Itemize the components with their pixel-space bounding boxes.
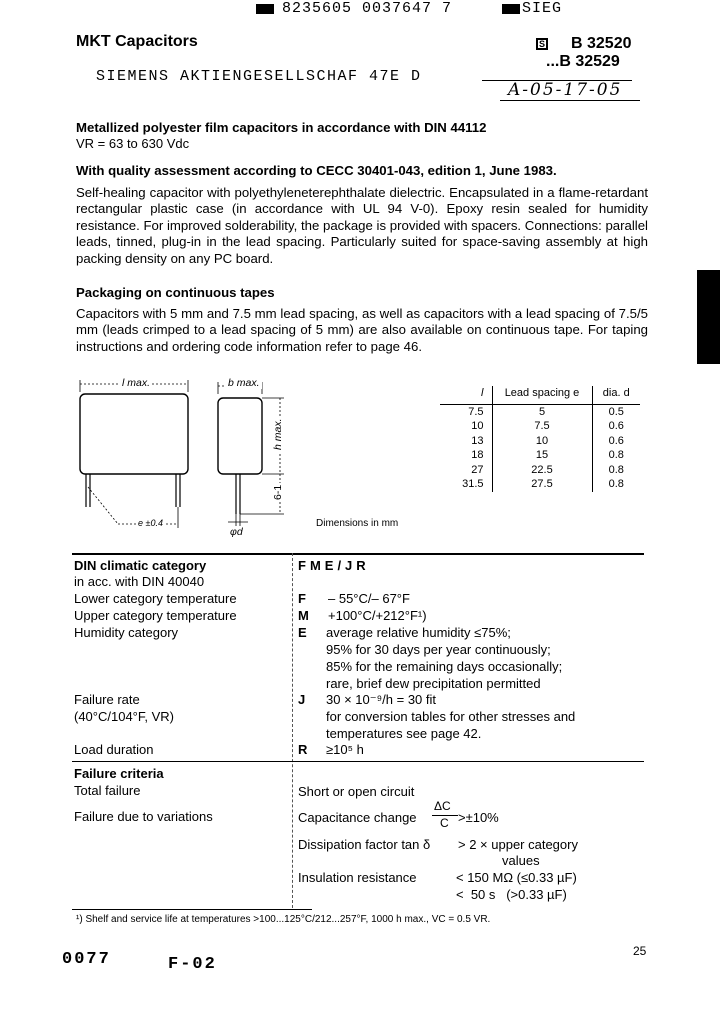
siemens-logo-box: S bbox=[536, 38, 548, 50]
subtitle-1: Metallized polyester film capacitors in accordance with DIN 44112 bbox=[76, 120, 487, 135]
table-row bbox=[440, 404, 640, 419]
cell: 5 bbox=[492, 404, 592, 419]
cell: 10 bbox=[492, 434, 592, 449]
failure-rate-label: Failure rate bbox=[74, 692, 140, 707]
lead-length-label: 6-1 bbox=[272, 484, 284, 500]
cap-frac-num: ΔC bbox=[434, 799, 451, 813]
cell: 7.5 bbox=[492, 419, 592, 434]
packaging-heading: Packaging on continuous tapes bbox=[76, 285, 275, 300]
table-row bbox=[440, 419, 640, 434]
dissipation-value: > 2 × upper category bbox=[458, 837, 578, 852]
upper-temp-code: M bbox=[298, 608, 309, 623]
failure-criteria-rule bbox=[72, 761, 644, 762]
insulation-value-2: < 50 s (>0.33 µF) bbox=[456, 887, 567, 902]
footnote: ¹) Shelf and service life at temperatures >100...125°C/212...257°F, 1000 h max., VC = 0.5 VR. bbox=[76, 914, 491, 925]
capacitor-body-side bbox=[218, 398, 262, 474]
d-label: φd bbox=[230, 526, 243, 538]
capacitor-drawing bbox=[70, 372, 300, 540]
table-row bbox=[440, 434, 640, 449]
humidity-line-2: 95% for 30 days per year continuously; bbox=[326, 642, 551, 657]
spec-table-divider bbox=[292, 553, 293, 908]
upper-temp-label: Upper category temperature bbox=[74, 608, 237, 623]
l-max-label: l max. bbox=[122, 377, 151, 389]
lead-spacing-table bbox=[440, 386, 640, 492]
part-number-2: ...B 32529 bbox=[546, 53, 620, 70]
cell: 27.5 bbox=[492, 477, 592, 492]
page-number: 25 bbox=[633, 944, 647, 958]
cell: 0.5 bbox=[608, 405, 624, 418]
failure-rate-line-2: for conversion tables for other stresses and bbox=[326, 709, 576, 724]
failure-rate-line-1: 30 × 10⁻⁹/h = 30 fit bbox=[326, 692, 437, 707]
cell: 0.8 bbox=[608, 478, 624, 490]
cell: 0.8 bbox=[608, 463, 624, 476]
cell: 27 bbox=[440, 463, 492, 478]
climatic-sub: in acc. with DIN 40040 bbox=[74, 574, 205, 589]
cell: 22.5 bbox=[492, 463, 592, 478]
handwritten-underline bbox=[500, 100, 640, 101]
e-label: e ±0.4 bbox=[138, 518, 163, 528]
siemens-line: SIEMENS AKTIENGESELLSCHAF 47E D bbox=[96, 68, 422, 85]
part-number-1: B 32520 bbox=[571, 35, 632, 52]
lower-temp-value: – 55°C/– 67°F bbox=[328, 591, 410, 606]
insulation-label: Insulation resistance bbox=[298, 870, 417, 885]
lower-temp-code: F bbox=[298, 591, 306, 606]
handwritten-ref: A-05-17-05 bbox=[508, 80, 623, 100]
insulation-value-1: < 150 MΩ (≤0.33 µF) bbox=[456, 870, 577, 885]
b-max-label: b max. bbox=[228, 377, 260, 389]
top-brand-block bbox=[502, 4, 520, 14]
humidity-line-1: average relative humidity ≤75%; bbox=[326, 625, 511, 640]
cell: 18 bbox=[440, 448, 492, 463]
table-row bbox=[440, 463, 640, 478]
cell: 10 bbox=[440, 419, 492, 434]
quality-statement: With quality assessment according to CECC 30401-043, edition 1, June 1983. bbox=[76, 163, 557, 178]
dissipation-label: Dissipation factor tan δ bbox=[298, 837, 431, 852]
table-row bbox=[440, 477, 640, 492]
variations-label: Failure due to variations bbox=[74, 809, 213, 824]
cell: 31.5 bbox=[440, 477, 492, 492]
humidity-line-3: 85% for the remaining days occasionally; bbox=[326, 659, 563, 674]
failure-rate-sub: (40°C/104°F, VR) bbox=[74, 709, 174, 724]
cell: 15 bbox=[492, 448, 592, 463]
col-header-spacing: Lead spacing e bbox=[492, 386, 592, 404]
cell: 0.8 bbox=[608, 449, 624, 461]
total-failure-value: Short or open circuit bbox=[298, 784, 415, 799]
top-header-code: 8235605 0037647 7 bbox=[282, 0, 453, 17]
total-failure-label: Total failure bbox=[74, 783, 141, 798]
packaging-text: Capacitors with 5 mm and 7.5 mm lead spacing, as well as capacitors with a lead spacing of 7.5/5 mm (leads crimped to a lead spacing of 5 mm) are also available on continuous tape. For taping instructions and ordering code information refer to page 46. bbox=[76, 306, 648, 354]
sidebar-tab bbox=[697, 270, 720, 364]
col-header-dia: dia. d bbox=[592, 386, 640, 404]
failure-rate-line-3: temperatures see page 42. bbox=[326, 726, 482, 741]
table-row bbox=[440, 448, 640, 463]
col-header-l: l bbox=[440, 386, 492, 404]
top-barcode-block bbox=[256, 4, 274, 14]
h-max-label: h max. bbox=[272, 418, 284, 450]
spec-table-top-rule bbox=[72, 553, 644, 555]
lower-temp-label: Lower category temperature bbox=[74, 591, 237, 606]
load-duration-label: Load duration bbox=[74, 742, 154, 757]
cap-frac-den: C bbox=[440, 816, 449, 830]
cell: 0.6 bbox=[608, 420, 624, 432]
climatic-code: FME/JR bbox=[298, 558, 370, 573]
capacitor-body-front bbox=[80, 394, 188, 474]
top-header-brand: SIEG bbox=[522, 0, 563, 17]
cap-limit: >±10% bbox=[458, 810, 499, 825]
humidity-line-4: rare, brief dew precipitation permitted bbox=[326, 676, 541, 691]
load-duration-value: ≥10⁵ h bbox=[326, 742, 364, 757]
cell: 7.5 bbox=[440, 404, 492, 419]
failure-rate-code: J bbox=[298, 692, 306, 707]
humidity-label: Humidity category bbox=[74, 625, 179, 640]
climatic-heading: DIN climatic category bbox=[74, 558, 207, 573]
failure-criteria-heading: Failure criteria bbox=[74, 766, 164, 781]
bottom-left-code: 0077 bbox=[62, 950, 111, 969]
cell: 0.6 bbox=[608, 434, 624, 447]
bottom-mid-code: F-02 bbox=[168, 955, 217, 974]
humidity-code: E bbox=[298, 625, 307, 640]
subtitle-2: VR = 63 to 630 Vdc bbox=[76, 136, 190, 151]
page-title: MKT Capacitors bbox=[76, 33, 198, 50]
upper-temp-value: +100°C/+212°F¹) bbox=[328, 608, 427, 623]
cell: 13 bbox=[440, 434, 492, 449]
footnote-rule bbox=[72, 909, 312, 910]
dissipation-value-2: values bbox=[502, 853, 540, 868]
description-text: Self-healing capacitor with polyethyleneterephthalate dielectric. Encapsulated in a flame-retardant rectangular plastic case (in accordance with UL 94 V-0). Epoxy resin sealed for humidity resistance. For improved solderability, the package is provided with spacers. Connections: parallel leads, tinned, plug-in in the lead spacing. Particularly suited for space-saving assembly at high packing density on any PC board. bbox=[76, 185, 648, 266]
load-duration-code: R bbox=[298, 742, 308, 757]
dimensions-note: Dimensions in mm bbox=[316, 518, 399, 529]
cap-change-label: Capacitance change bbox=[298, 810, 417, 825]
